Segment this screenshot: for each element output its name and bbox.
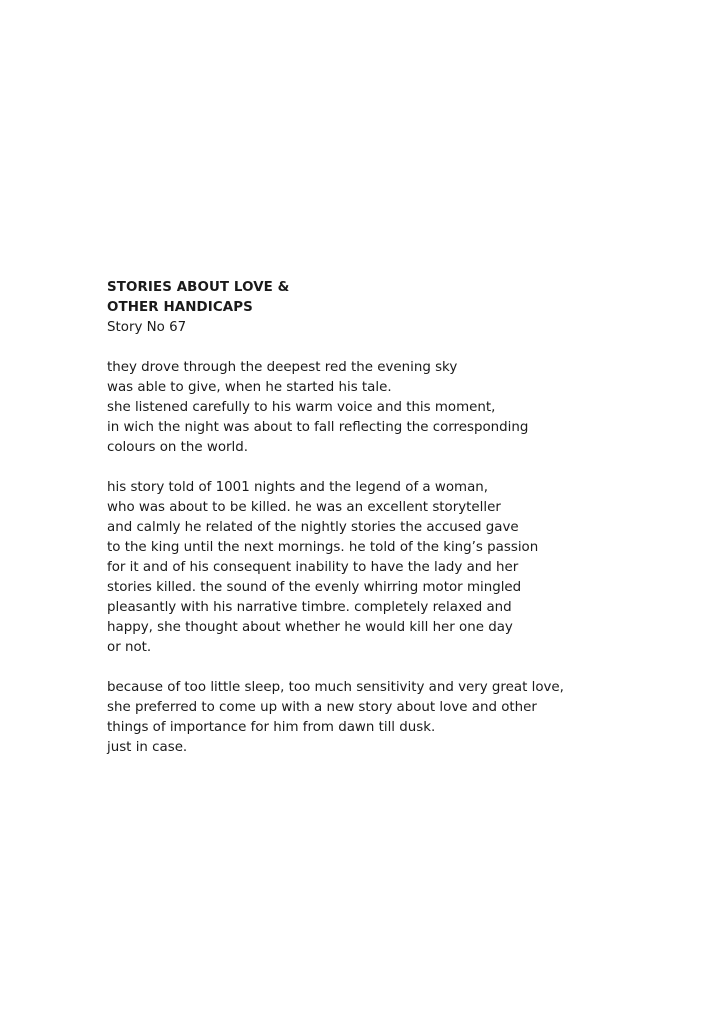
paragraph-line: pleasantly with his narrative timbre. completely relaxed and	[107, 600, 512, 615]
paragraph-line: she preferred to come up with a new story about love and other	[107, 700, 537, 715]
story-number: Story No 67	[107, 320, 187, 335]
paragraph-line: for it and of his consequent inability to have the lady and her	[107, 560, 519, 575]
paragraph-line: and calmly he related of the nightly stories the accused gave	[107, 520, 519, 535]
paragraph-line: or not.	[107, 640, 152, 655]
paragraph-line: happy, she thought about whether he would kill her one day	[107, 620, 513, 635]
paragraph-line: things of importance for him from dawn till dusk.	[107, 720, 436, 735]
paragraph-line: they drove through the deepest red the evening sky	[107, 360, 458, 375]
paragraph-line: who was about to be killed. he was an excellent storyteller	[107, 500, 501, 515]
story-title-line-2: OTHER HANDICAPS	[107, 300, 253, 315]
paragraph-line: to the king until the next mornings. he told of the king’s passion	[107, 540, 539, 555]
paragraph-line: stories killed. the sound of the evenly whirring motor mingled	[107, 580, 522, 595]
paragraph-line: she listened carefully to his warm voice and this moment,	[107, 400, 496, 415]
paragraph-line: in wich the night was about to fall reflecting the corresponding	[107, 420, 529, 435]
paragraph-line: his story told of 1001 nights and the legend of a woman,	[107, 480, 489, 495]
story-title-line-1: STORIES ABOUT LOVE &	[107, 280, 290, 295]
paragraph-1	[107, 358, 667, 458]
paragraph-line: colours on the world.	[107, 440, 248, 455]
paragraph-2	[107, 478, 667, 658]
paragraph-line: just in case.	[107, 740, 188, 755]
paragraph-line: because of too little sleep, too much sensitivity and very great love,	[107, 680, 564, 695]
story-content	[107, 278, 667, 758]
paragraph-line: was able to give, when he started his tale.	[107, 380, 392, 395]
paragraph-3	[107, 678, 667, 758]
